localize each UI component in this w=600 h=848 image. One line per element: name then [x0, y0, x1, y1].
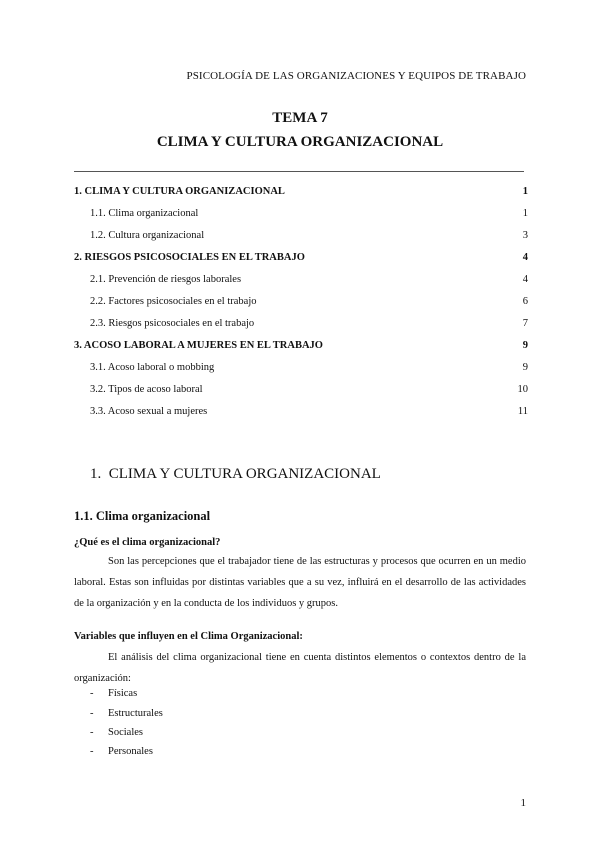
section-title: CLIMA Y CULTURA ORGANIZACIONAL	[108, 466, 381, 482]
toc-entry[interactable]	[74, 186, 528, 202]
toc-entry-page: 9	[522, 340, 528, 351]
toc-entry-page: 1	[522, 208, 528, 219]
toc-entry-label: 3. ACOSO LABORAL A MUJERES EN EL TRABAJO	[74, 340, 323, 351]
list-item	[90, 746, 153, 757]
bullet-marker: -	[90, 727, 94, 738]
bullet-marker: -	[90, 688, 94, 699]
toc-entry-label: 3.1. Acoso laboral o mobbing	[90, 362, 215, 373]
toc-entry-label: 3.3. Acoso sexual a mujeres	[90, 406, 208, 417]
toc-entry-label: 2.1. Prevención de riesgos laborales	[90, 274, 242, 285]
list-item-text: Sociales	[108, 727, 143, 738]
toc-entry-page: 4	[522, 274, 528, 285]
toc-entry[interactable]	[90, 406, 528, 422]
toc-entry-page: 1	[522, 186, 528, 197]
chapter-title: CLIMA Y CULTURA ORGANIZACIONAL	[156, 134, 444, 150]
toc-entry[interactable]	[90, 384, 528, 400]
toc-entry-page: 3	[522, 230, 528, 241]
list-item-text: Personales	[108, 746, 153, 757]
toc-entry[interactable]	[74, 252, 528, 268]
chapter-number: TEMA 7	[272, 110, 328, 126]
variables-heading: Variables que influyen en el Clima Organizacional:	[74, 631, 303, 642]
definition-paragraph: Son las percepciones que el trabajador tiene de las estructuras y procesos que ocurren en un medio laboral. Estas son influidas por distintas variables que a su vez, influirá en el desarrollo de las actividades de la organización y en la conducta de los individuos y grupos.	[74, 556, 526, 609]
section-heading	[90, 466, 381, 483]
toc-entry-page: 4	[522, 252, 528, 263]
bullet-marker: -	[90, 746, 94, 757]
toc-entry[interactable]	[90, 230, 528, 246]
toc-entry[interactable]	[90, 362, 528, 378]
subsection-heading: 1.1. Clima organizacional	[74, 509, 211, 523]
toc-entry[interactable]	[90, 318, 528, 334]
toc-entry-page: 11	[517, 406, 528, 417]
toc-entry[interactable]	[74, 340, 528, 356]
title-divider	[74, 171, 524, 172]
question-heading: ¿Qué es el clima organizacional?	[74, 537, 221, 548]
list-item-text: Físicas	[108, 688, 138, 699]
list-item	[90, 708, 163, 719]
toc-entry-label: 1.2. Cultura organizacional	[90, 230, 205, 241]
list-item	[90, 688, 137, 699]
toc-entry-label: 3.2. Tipos de acoso laboral	[90, 384, 203, 395]
toc-entry-label: 2. RIESGOS PSICOSOCIALES EN EL TRABAJO	[74, 252, 305, 263]
page-number: 1	[520, 797, 526, 809]
toc-entry-label: 1.1. Clima organizacional	[90, 208, 199, 219]
list-item-text: Estructurales	[108, 708, 163, 719]
toc-entry-page: 9	[522, 362, 528, 373]
bullet-marker: -	[90, 708, 94, 719]
toc-entry[interactable]	[90, 274, 528, 290]
running-header: PSICOLOGÍA DE LAS ORGANIZACIONES Y EQUIPOS DE TRABAJO	[186, 70, 526, 82]
toc-entry-label: 2.3. Riesgos psicosociales en el trabajo	[90, 318, 255, 329]
toc-entry-label: 1. CLIMA Y CULTURA ORGANIZACIONAL	[74, 186, 285, 197]
toc-entry-label: 2.2. Factores psicosociales en el trabajo	[90, 296, 257, 307]
toc-entry[interactable]	[90, 208, 528, 224]
toc-entry-page: 10	[517, 384, 528, 395]
toc-entry-page: 7	[522, 318, 528, 329]
toc-entry[interactable]	[90, 296, 528, 312]
toc-entry-page: 6	[522, 296, 528, 307]
list-item	[90, 727, 143, 738]
variables-paragraph: El análisis del clima organizacional tiene en cuenta distintos elementos o contextos dentro de la organización:	[74, 652, 526, 684]
section-number: 1.	[90, 466, 102, 482]
